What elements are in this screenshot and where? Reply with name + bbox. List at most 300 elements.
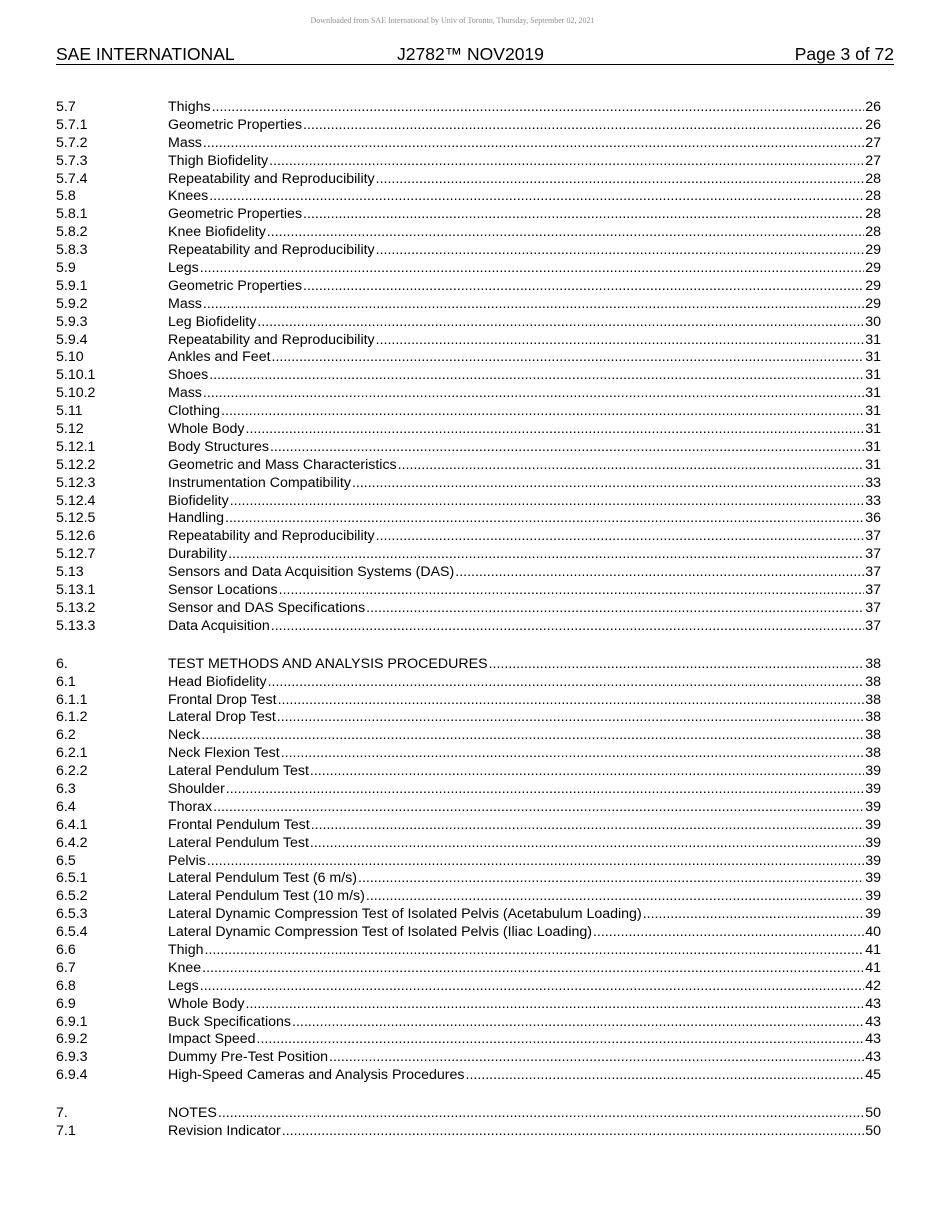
toc-section-number: 5.7.3 (56, 152, 88, 169)
toc-section-title: Repeatability and Reproducibility (168, 170, 375, 187)
toc-section-title: Lateral Pendulum Test (6 m/s) (168, 870, 357, 887)
toc-entry[interactable] (56, 1123, 881, 1141)
toc-entry-line (168, 528, 881, 546)
toc-section-title: Geometric Properties (168, 277, 303, 294)
toc-entry-line (168, 674, 881, 692)
toc-page-number: 43 (865, 1013, 881, 1030)
toc-entry-line (168, 564, 881, 582)
toc-page-number: 40 (865, 924, 881, 941)
toc-entry-line (168, 117, 881, 135)
toc-section-title: Repeatability and Reproducibility (168, 242, 375, 259)
toc-section-number: 5.10 (56, 349, 84, 366)
toc-entry[interactable] (56, 1049, 881, 1067)
toc-section-number: 6. (56, 655, 68, 672)
toc-page-number: 31 (865, 349, 881, 366)
toc-entry[interactable] (56, 600, 881, 618)
toc-page-number: 28 (865, 170, 881, 187)
toc-section-number: 6.6 (56, 941, 76, 958)
toc-entry-line (168, 546, 881, 564)
publisher-name: SAE INTERNATIONAL (56, 44, 235, 64)
toc-section-number: 5.13 (56, 564, 84, 581)
toc-section-number: 5.7 (56, 99, 76, 115)
toc-section-number: 5.9 (56, 260, 76, 277)
toc-page-number: 33 (865, 492, 881, 509)
toc-entry[interactable] (56, 1014, 881, 1032)
toc-section-number: 5.12.2 (56, 456, 96, 473)
toc-dot-leader (246, 996, 865, 1014)
page-number: Page 3 of 72 (794, 44, 894, 64)
toc-section-title: Geometric and Mass Characteristics (168, 456, 397, 473)
toc-section-title: Legs (168, 977, 199, 994)
toc-dot-leader (202, 960, 864, 978)
toc-entry-line (168, 1105, 881, 1123)
toc-dot-leader (282, 1123, 864, 1141)
toc-dot-leader (455, 564, 864, 582)
toc-section-number: 6.5.1 (56, 870, 88, 887)
toc-section-number: 6.1.2 (56, 709, 88, 726)
toc-entry[interactable] (56, 853, 881, 871)
toc-dot-leader (203, 296, 864, 314)
toc-page-number: 37 (865, 617, 881, 634)
toc-entry-line (168, 153, 881, 171)
toc-dot-leader (278, 692, 865, 710)
toc-section-number: 5.13.2 (56, 599, 96, 616)
toc-page-number: 31 (865, 403, 881, 420)
toc-page-number: 39 (865, 888, 881, 905)
toc-section-number: 6.4 (56, 798, 76, 815)
toc-section-number: 5.7.1 (56, 116, 88, 133)
toc-page-number: 41 (865, 941, 881, 958)
toc-dot-leader (279, 582, 865, 600)
toc-entry[interactable] (56, 1031, 881, 1049)
toc-page-number: 37 (865, 528, 881, 545)
toc-page-number: 37 (865, 599, 881, 616)
toc-dot-leader (209, 367, 864, 385)
toc-entry-line (168, 942, 881, 960)
toc-page-number: 42 (865, 977, 881, 994)
toc-dot-leader (329, 1049, 864, 1067)
toc-entry[interactable] (56, 835, 881, 853)
toc-page-number: 29 (865, 277, 881, 294)
toc-section-number: 5.8.3 (56, 242, 88, 259)
toc-section-number: 6.9.2 (56, 1031, 88, 1048)
toc-dot-leader (203, 135, 864, 153)
toc-entry-line (168, 1049, 881, 1067)
toc-page-number: 41 (865, 959, 881, 976)
toc-entry[interactable] (56, 546, 881, 564)
toc-entry[interactable] (56, 171, 881, 189)
toc-dot-leader (213, 799, 864, 817)
toc-dot-leader (352, 475, 864, 493)
toc-dot-leader (269, 153, 864, 171)
toc-entry[interactable] (56, 528, 881, 546)
toc-section-title: Impact Speed (168, 1031, 256, 1048)
toc-entry[interactable] (56, 978, 881, 996)
toc-page-number: 29 (865, 295, 881, 312)
toc-entry[interactable] (56, 996, 881, 1014)
toc-page-number: 39 (865, 906, 881, 923)
toc-entry[interactable] (56, 403, 881, 421)
toc-entry[interactable] (56, 906, 881, 924)
toc-section-title: Whole Body (168, 995, 245, 1012)
toc-section-number: 6.9 (56, 995, 76, 1012)
toc-section-number: 6.8 (56, 977, 76, 994)
toc-page-number: 50 (865, 1122, 881, 1139)
toc-entry[interactable] (56, 475, 881, 493)
toc-section-title: Lateral Dynamic Compression Test of Isolated Pelvis (Iliac Loading) (168, 924, 592, 941)
toc-page-number: 39 (865, 834, 881, 851)
toc-entry[interactable] (56, 314, 881, 332)
toc-section-title: Repeatability and Reproducibility (168, 331, 375, 348)
toc-dot-leader (200, 260, 864, 278)
toc-page-number: 39 (865, 780, 881, 797)
toc-entry-line (168, 206, 881, 224)
toc-entry-line (168, 960, 881, 978)
toc-page-number: 50 (865, 1105, 881, 1122)
toc-section-title: Thighs (168, 99, 211, 115)
toc-section-title: Frontal Drop Test (168, 691, 277, 708)
toc-section-number: 5.12.6 (56, 528, 96, 545)
toc-section-title: Durability (168, 546, 228, 563)
toc-entry[interactable] (56, 564, 881, 582)
toc-entry-line (168, 924, 881, 942)
toc-entry[interactable] (56, 709, 881, 727)
toc-page-number: 31 (865, 438, 881, 455)
toc-dot-leader (310, 835, 864, 853)
toc-entry[interactable] (56, 942, 881, 960)
toc-section-title: Buck Specifications (168, 1013, 292, 1030)
toc-entry-line (168, 978, 881, 996)
toc-entry[interactable] (56, 888, 881, 906)
toc-dot-leader (267, 224, 864, 242)
toc-section-number: 5.13.3 (56, 617, 96, 634)
toc-page-number: 45 (865, 1067, 881, 1084)
toc-entry[interactable] (56, 188, 881, 206)
toc-entry[interactable] (56, 135, 881, 153)
toc-entry[interactable] (56, 153, 881, 171)
toc-page-number: 31 (865, 421, 881, 438)
toc-entry[interactable] (56, 870, 881, 888)
toc-entry[interactable] (56, 582, 881, 600)
toc-section-number: 6.1 (56, 673, 76, 690)
toc-entry[interactable] (56, 618, 881, 636)
toc-dot-leader (207, 853, 864, 871)
toc-dot-leader (230, 493, 864, 511)
toc-section-number: 5.12.7 (56, 546, 96, 563)
toc-entry-line (168, 996, 881, 1014)
toc-page-number: 28 (865, 224, 881, 241)
toc-page-number: 27 (865, 134, 881, 151)
toc-section-number: 6.2 (56, 727, 76, 744)
toc-dot-leader (358, 870, 864, 888)
toc-dot-leader (398, 457, 865, 475)
toc-section-number: 5.9.1 (56, 277, 88, 294)
toc-entry-line (168, 799, 881, 817)
toc-entry[interactable] (56, 1067, 881, 1085)
toc-page-number: 37 (865, 564, 881, 581)
toc-dot-leader (281, 745, 865, 763)
toc-dot-leader (218, 1105, 864, 1123)
toc-section-title: Lateral Pendulum Test (168, 763, 309, 780)
toc-entry[interactable] (56, 349, 881, 367)
toc-entry[interactable] (56, 206, 881, 224)
toc-dot-leader (310, 763, 864, 781)
toc-entry-line (168, 817, 881, 835)
toc-page-number: 31 (865, 367, 881, 384)
toc-entry[interactable] (56, 224, 881, 242)
toc-page-number: 26 (865, 116, 881, 133)
toc-page-number: 38 (865, 709, 881, 726)
toc-entry[interactable] (56, 332, 881, 350)
toc-entry-line (168, 475, 881, 493)
toc-entry-line (168, 296, 881, 314)
toc-section-group (56, 1105, 881, 1141)
toc-entry[interactable] (56, 781, 881, 799)
toc-dot-leader (593, 924, 864, 942)
toc-section-title: Lateral Pendulum Test (10 m/s) (168, 888, 365, 905)
toc-section-title: NOTES (168, 1105, 217, 1122)
toc-entry[interactable] (56, 99, 881, 117)
toc-entry-line (168, 906, 881, 924)
toc-entry-line (168, 582, 881, 600)
toc-entry-line (168, 332, 881, 350)
toc-entry[interactable] (56, 1105, 881, 1123)
toc-dot-leader (366, 888, 864, 906)
toc-section-number: 5.7.2 (56, 134, 88, 151)
toc-page-number: 43 (865, 1049, 881, 1066)
toc-entry-line (168, 692, 881, 710)
toc-dot-leader (209, 188, 864, 206)
toc-entry-line (168, 1067, 881, 1085)
toc-entry-line (168, 618, 881, 636)
toc-entry-line (168, 600, 881, 618)
toc-dot-leader (376, 332, 865, 350)
toc-entry[interactable] (56, 960, 881, 978)
toc-page-number: 39 (865, 798, 881, 815)
toc-page-number: 39 (865, 870, 881, 887)
toc-page-number: 26 (865, 99, 881, 115)
toc-section-title: Lateral Drop Test (168, 709, 276, 726)
toc-section-title: High-Speed Cameras and Analysis Procedures (168, 1067, 465, 1084)
toc-dot-leader (376, 242, 865, 260)
toc-entry-line (168, 745, 881, 763)
toc-section-title: Thigh (168, 941, 204, 958)
toc-entry-line (168, 853, 881, 871)
toc-entry[interactable] (56, 242, 881, 260)
toc-section-title: Lateral Dynamic Compression Test of Isolated Pelvis (Acetabulum Loading) (168, 906, 642, 923)
toc-section-number: 6.4.2 (56, 834, 88, 851)
toc-page-number: 36 (865, 510, 881, 527)
toc-page-number: 28 (865, 206, 881, 223)
toc-section-title: Thigh Biofidelity (168, 152, 269, 169)
toc-dot-leader (201, 727, 864, 745)
toc-section-number: 5.9.4 (56, 331, 88, 348)
toc-entry-line (168, 656, 881, 674)
toc-section-title: Clothing (168, 403, 221, 420)
toc-dot-leader (271, 618, 864, 636)
toc-entry-line (168, 1014, 881, 1032)
toc-entry[interactable] (56, 278, 881, 296)
toc-section-title: Frontal Pendulum Test (168, 816, 310, 833)
toc-section-group (56, 656, 881, 1085)
toc-section-number: 6.2.2 (56, 763, 88, 780)
toc-section-title: Geometric Properties (168, 116, 303, 133)
toc-page-number: 31 (865, 456, 881, 473)
toc-section-title: Repeatability and Reproducibility (168, 528, 375, 545)
toc-section-group (56, 99, 881, 636)
toc-page-number: 37 (865, 546, 881, 563)
page-header (56, 43, 894, 65)
toc-section-number: 5.11 (56, 403, 83, 420)
toc-entry[interactable] (56, 296, 881, 314)
toc-section-title: Biofidelity (168, 492, 229, 509)
toc-section-title: Knees (168, 188, 209, 205)
toc-section-title: Sensors and Data Acquisition Systems (DAS) (168, 564, 455, 581)
toc-section-title: Lateral Pendulum Test (168, 834, 309, 851)
toc-entry[interactable] (56, 367, 881, 385)
toc-dot-leader (303, 206, 864, 224)
toc-section-number: 5.9.2 (56, 295, 88, 312)
toc-section-title: Knee (168, 959, 202, 976)
toc-dot-leader (205, 942, 865, 960)
toc-dot-leader (292, 1014, 864, 1032)
toc-section-number: 5.12.1 (56, 438, 96, 455)
toc-entry-line (168, 457, 881, 475)
toc-page-number: 38 (865, 691, 881, 708)
toc-entry[interactable] (56, 674, 881, 692)
toc-entry-line (168, 727, 881, 745)
toc-entry[interactable] (56, 692, 881, 710)
toc-entry[interactable] (56, 763, 881, 781)
toc-dot-leader (303, 117, 864, 135)
toc-dot-leader (221, 403, 864, 421)
toc-entry-line (168, 709, 881, 727)
toc-entry[interactable] (56, 493, 881, 511)
toc-entry-line (168, 1123, 881, 1141)
toc-dot-leader (303, 278, 864, 296)
toc-section-title: Neck Flexion Test (168, 745, 280, 762)
toc-section-number: 6.3 (56, 780, 76, 797)
toc-section-number: 5.13.1 (56, 582, 96, 599)
toc-dot-leader (200, 978, 864, 996)
toc-section-number: 5.8.2 (56, 224, 88, 241)
toc-entry-line (168, 367, 881, 385)
toc-dot-leader (246, 421, 865, 439)
toc-section-title: Revision Indicator (168, 1122, 281, 1139)
toc-page-number: 29 (865, 242, 881, 259)
toc-entry-line (168, 99, 881, 117)
toc-entry-line (168, 278, 881, 296)
document-id: J2782™ NOV2019 (397, 44, 544, 64)
toc-entry[interactable] (56, 745, 881, 763)
toc-section-number: 6.9.1 (56, 1013, 88, 1030)
toc-dot-leader (366, 600, 864, 618)
toc-entry[interactable] (56, 510, 881, 528)
toc-section-title: Instrumentation Compatibility (168, 474, 351, 491)
toc-dot-leader (489, 656, 865, 674)
toc-section-number: 6.1.1 (56, 691, 88, 708)
toc-entry[interactable] (56, 385, 881, 403)
toc-entry[interactable] (56, 727, 881, 745)
toc-entry[interactable] (56, 457, 881, 475)
toc-entry-line (168, 493, 881, 511)
toc-section-title: Handling (168, 510, 225, 527)
toc-entry[interactable] (56, 817, 881, 835)
toc-page-number: 27 (865, 152, 881, 169)
toc-entry[interactable] (56, 439, 881, 457)
toc-page-number: 43 (865, 1031, 881, 1048)
toc-section-number: 5.12.3 (56, 474, 96, 491)
table-of-contents (56, 99, 881, 1161)
toc-entry-line (168, 439, 881, 457)
toc-entry[interactable] (56, 799, 881, 817)
toc-section-title: Shoes (168, 367, 209, 384)
toc-entry-line (168, 888, 881, 906)
toc-section-title: Sensor Locations (168, 582, 278, 599)
toc-entry[interactable] (56, 260, 881, 278)
toc-section-title: Mass (168, 385, 202, 402)
toc-section-number: 5.10.1 (56, 367, 96, 384)
toc-page-number: 33 (865, 474, 881, 491)
toc-dot-leader (376, 171, 865, 189)
toc-entry[interactable] (56, 117, 881, 135)
toc-dot-leader (643, 906, 865, 924)
toc-section-number: 5.8.1 (56, 206, 88, 223)
toc-entry[interactable] (56, 656, 881, 674)
toc-section-number: 5.12.5 (56, 510, 96, 527)
toc-entry[interactable] (56, 924, 881, 942)
toc-dot-leader (203, 385, 864, 403)
toc-entry-line (168, 835, 881, 853)
toc-page-number: 38 (865, 745, 881, 762)
toc-dot-leader (466, 1067, 865, 1085)
toc-section-title: Neck (168, 727, 201, 744)
toc-dot-leader (270, 439, 864, 457)
toc-entry-line (168, 135, 881, 153)
toc-section-title: Geometric Properties (168, 206, 303, 223)
toc-entry-line (168, 260, 881, 278)
toc-section-number: 6.5.4 (56, 924, 88, 941)
toc-section-number: 5.12.4 (56, 492, 96, 509)
toc-section-title: Mass (168, 295, 202, 312)
toc-entry-line (168, 763, 881, 781)
toc-entry-line (168, 171, 881, 189)
toc-section-title: Data Acquisition (168, 617, 270, 634)
toc-section-number: 5.8 (56, 188, 76, 205)
toc-section-number: 7.1 (56, 1122, 76, 1139)
toc-section-title: Pelvis (168, 852, 206, 869)
toc-section-number: 6.5.3 (56, 906, 88, 923)
toc-entry[interactable] (56, 421, 881, 439)
toc-section-title: Body Structures (168, 438, 269, 455)
toc-section-number: 5.9.3 (56, 313, 88, 330)
toc-section-title: Head Biofidelity (168, 673, 267, 690)
toc-section-title: Whole Body (168, 421, 245, 438)
toc-entry-line (168, 242, 881, 260)
toc-section-number: 6.7 (56, 959, 76, 976)
toc-page-number: 28 (865, 188, 881, 205)
toc-section-title: Leg Biofidelity (168, 313, 257, 330)
download-watermark: Downloaded from SAE International by Univ of Toronto, Thursday, September 02, 2021 (310, 16, 595, 25)
toc-dot-leader (228, 546, 864, 564)
toc-page-number: 38 (865, 673, 881, 690)
toc-dot-leader (225, 510, 864, 528)
toc-section-title: Knee Biofidelity (168, 224, 266, 241)
toc-entry-line (168, 421, 881, 439)
toc-entry-line (168, 224, 881, 242)
toc-entry-line (168, 1031, 881, 1049)
toc-dot-leader (257, 314, 864, 332)
